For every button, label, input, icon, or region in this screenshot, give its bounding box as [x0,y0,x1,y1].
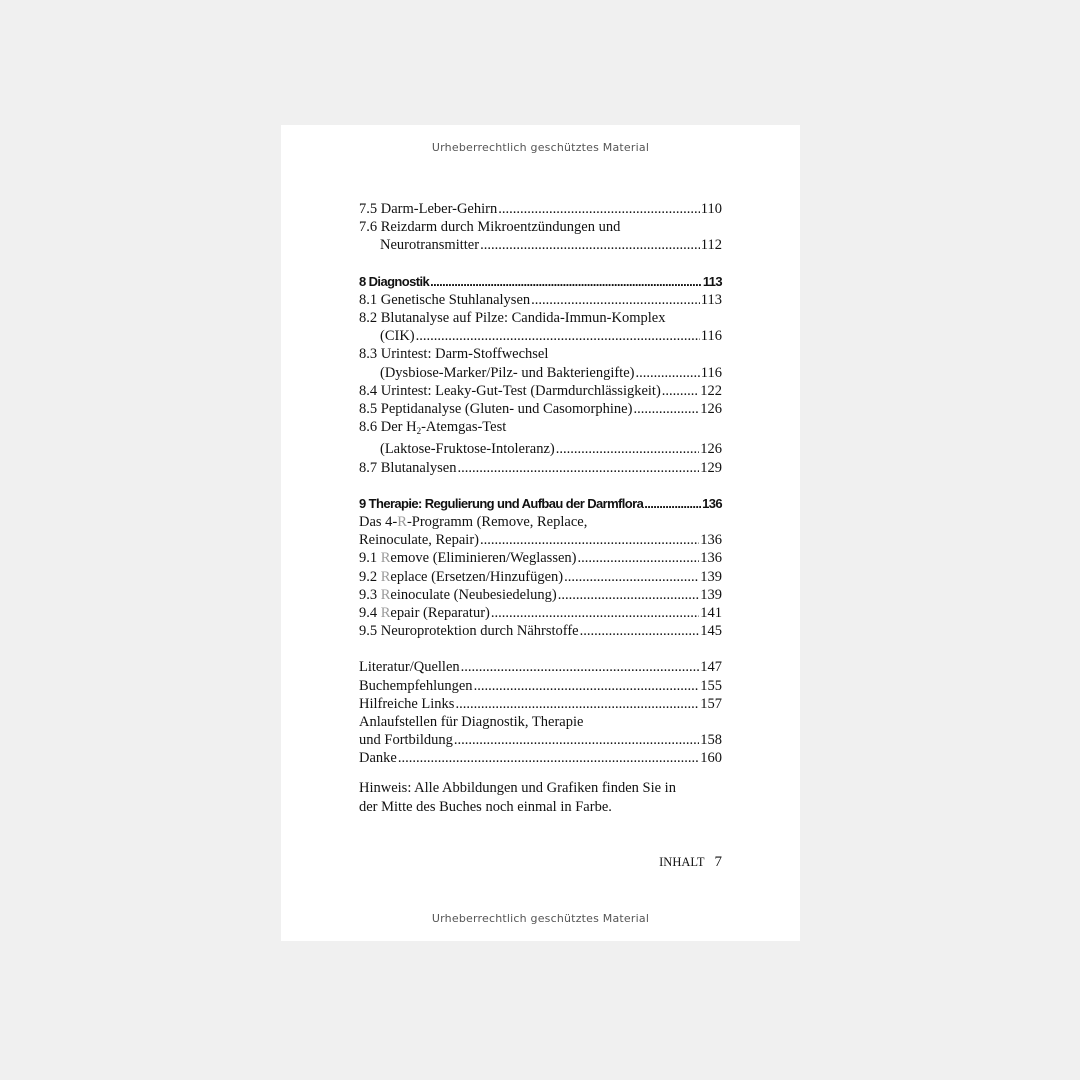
footer-section-title: INHALT [659,855,705,869]
toc-entry-anlaufstellen [359,731,722,749]
note-paragraph [359,779,739,816]
toc-number: 9.4 [359,605,381,622]
dot-leader [662,382,699,400]
toc-entry-7-6-line1: 7.6 Reizdarm durch Mikroentzündungen und [359,219,621,236]
toc-chapter-label: 9 Therapie: Regulierung und Aufbau der Darmflora [359,495,644,511]
dot-leader [531,291,700,309]
dot-leader [457,459,699,477]
toc-entry-buchempfehlungen [359,677,722,695]
toc-entry-literatur [359,658,722,676]
toc-entry-label: 8.5 Peptidanalyse (Gluten- und Casomorphine) [359,401,633,418]
toc-entry-4r [359,531,722,549]
toc-entry-label: Literatur/Quellen [359,659,460,676]
toc-page-number: 112 [700,237,722,254]
toc-entry-anlaufstellen-line1: Anlaufstellen für Diagnostik, Therapie [359,714,584,731]
toc-page-number: 113 [702,273,722,289]
toc-entry-label: 7.5 Darm-Leber-Gehirn [359,201,498,217]
toc-entry-8-7 [359,459,722,477]
toc-entry-8-6-line1 [359,418,722,440]
dot-leader [498,200,700,218]
dot-leader [556,440,700,458]
dot-leader [416,327,700,345]
toc-entry-label: 8.1 Genetische Stuhlanalysen [359,291,531,308]
spacer [359,477,722,495]
watermark-top: Urheberrechtlich geschütztes Material [431,141,650,154]
toc-entry-9-3 [359,586,722,604]
toc-page-number: 158 [700,732,722,749]
toc-page-number: 145 [700,623,722,640]
toc-entry-8-6 [359,440,722,458]
toc-entry-label [359,604,490,622]
toc-text: Das 4- [359,514,398,531]
toc-number: 9.2 [359,568,381,585]
dot-leader [461,658,700,676]
toc-page-number: 136 [700,550,722,567]
toc-entry-danke [359,749,722,767]
toc-page-number: 116 [700,364,722,381]
toc-entry-label: Buchempfehlungen [359,677,473,694]
subscript: 2 [416,426,422,437]
toc-number: 9.1 [359,550,381,567]
toc-entry-8-3-line1: 8.3 Urintest: Darm-Stoffwechsel [359,346,549,363]
toc-chapter-8 [359,273,722,291]
toc-text: -Programm (Remove, Replace, [406,514,588,531]
watermark-bottom: Urheberrechtlich geschütztes Material [431,912,650,925]
highlight-letter: R [380,550,391,567]
toc-entry-9-2 [359,568,722,586]
toc-page-number: 160 [700,750,722,767]
dot-leader [564,568,699,586]
toc-page-number: 157 [700,695,722,712]
toc-page-number: 129 [700,459,722,476]
toc-page-number: 113 [700,291,722,308]
toc-entry-8-2-line1: 8.2 Blutanalyse auf Pilze: Candida-Immun-Komplex [359,310,666,327]
toc-entry-8-4 [359,382,722,400]
dot-leader [480,531,699,549]
toc-entry-label: 8.7 Blutanalysen [359,459,457,476]
dot-leader [474,677,700,695]
toc-entry-8-3 [359,364,722,382]
toc-text: -Atemgas-Test [421,419,507,436]
toc-text: 8.6 Der H [359,419,417,436]
toc-entry-links [359,695,722,713]
toc-entry-7-6 [359,236,722,254]
toc-text: eplace (Ersetzen/Hinzufügen) [390,568,564,585]
toc-entry-8-5 [359,400,722,418]
toc-page-number: 155 [700,677,722,694]
page-footer [659,854,722,871]
toc-entry-8-1 [359,291,722,309]
dot-leader [558,586,700,604]
toc-entry-4r-line1 [359,513,722,531]
dot-leader [455,695,699,713]
toc-text: emove (Eliminieren/Weglassen) [390,550,577,567]
toc-page-number: 139 [700,586,722,603]
spacer [359,255,722,273]
spacer [359,640,722,658]
toc-text: einoculate (Neubesiedelung) [390,586,557,603]
toc-entry-label: Hilfreiche Links [359,695,455,712]
dot-leader [398,749,699,767]
dot-leader [635,364,699,382]
toc-entry-9-1 [359,549,722,567]
toc-entry-8-2 [359,327,722,345]
toc-entry-9-5 [359,622,722,640]
toc-text: epair (Reparatur) [390,605,490,622]
toc-page-number: 116 [700,328,722,345]
toc-entry-label: (Dysbiose-Marker/Pilz- und Bakteriengifte) [380,364,635,381]
toc-page-number: 126 [700,401,722,418]
toc-page-number: 139 [700,568,722,585]
toc-entry-label [359,549,576,567]
toc-page-number: 110 [700,201,722,217]
toc-chapter-label: 8 Diagnostik [359,273,430,289]
dot-leader [633,400,699,418]
toc-entry-9-4 [359,604,722,622]
note-line: Hinweis: Alle Abbildungen und Grafiken finden Sie in [359,780,676,796]
toc-entry-label: und Fortbildung [359,732,453,749]
toc-entry-label: 9.5 Neuroprotektion durch Nährstoffe [359,623,579,640]
toc-entry-label [359,586,557,604]
book-page [281,125,800,941]
toc-entry-label: (CIK) [380,328,415,345]
toc-page-number: 147 [700,659,722,676]
highlight-letter: R [380,605,391,622]
toc-entry-label: (Laktose-Fruktose-Intoleranz) [380,441,555,458]
note-line: der Mitte des Buches noch einmal in Farbe. [359,798,612,815]
dot-leader [580,622,700,640]
highlight-letter: R [380,568,391,585]
dot-leader [480,236,700,254]
toc-page-number: 136 [702,495,722,511]
dot-leader [430,273,702,291]
dot-leader [577,549,699,567]
toc-page-number: 126 [700,441,722,458]
dot-leader [491,604,699,622]
dot-leader [644,495,701,513]
toc-page-number: 136 [700,532,722,549]
toc-entry-label [359,568,563,586]
toc-entry-label: 8.4 Urintest: Leaky-Gut-Test (Darmdurchlässigkeit) [359,382,661,399]
toc-page-number: 141 [700,605,722,622]
toc-chapter-9 [359,495,722,513]
dot-leader [454,731,699,749]
highlight-letter: R [380,586,391,603]
toc-entry-label: Danke [359,750,397,767]
toc-entry-7-5 [359,200,722,218]
toc-entry-label: Neurotransmitter [380,237,480,254]
toc-page-number: 122 [700,382,722,399]
table-of-contents [359,200,722,768]
toc-number: 9.3 [359,586,381,603]
toc-entry-label: Reinoculate, Repair) [359,532,479,549]
highlight-letter: R [397,514,407,531]
page-number: 7 [714,854,722,870]
